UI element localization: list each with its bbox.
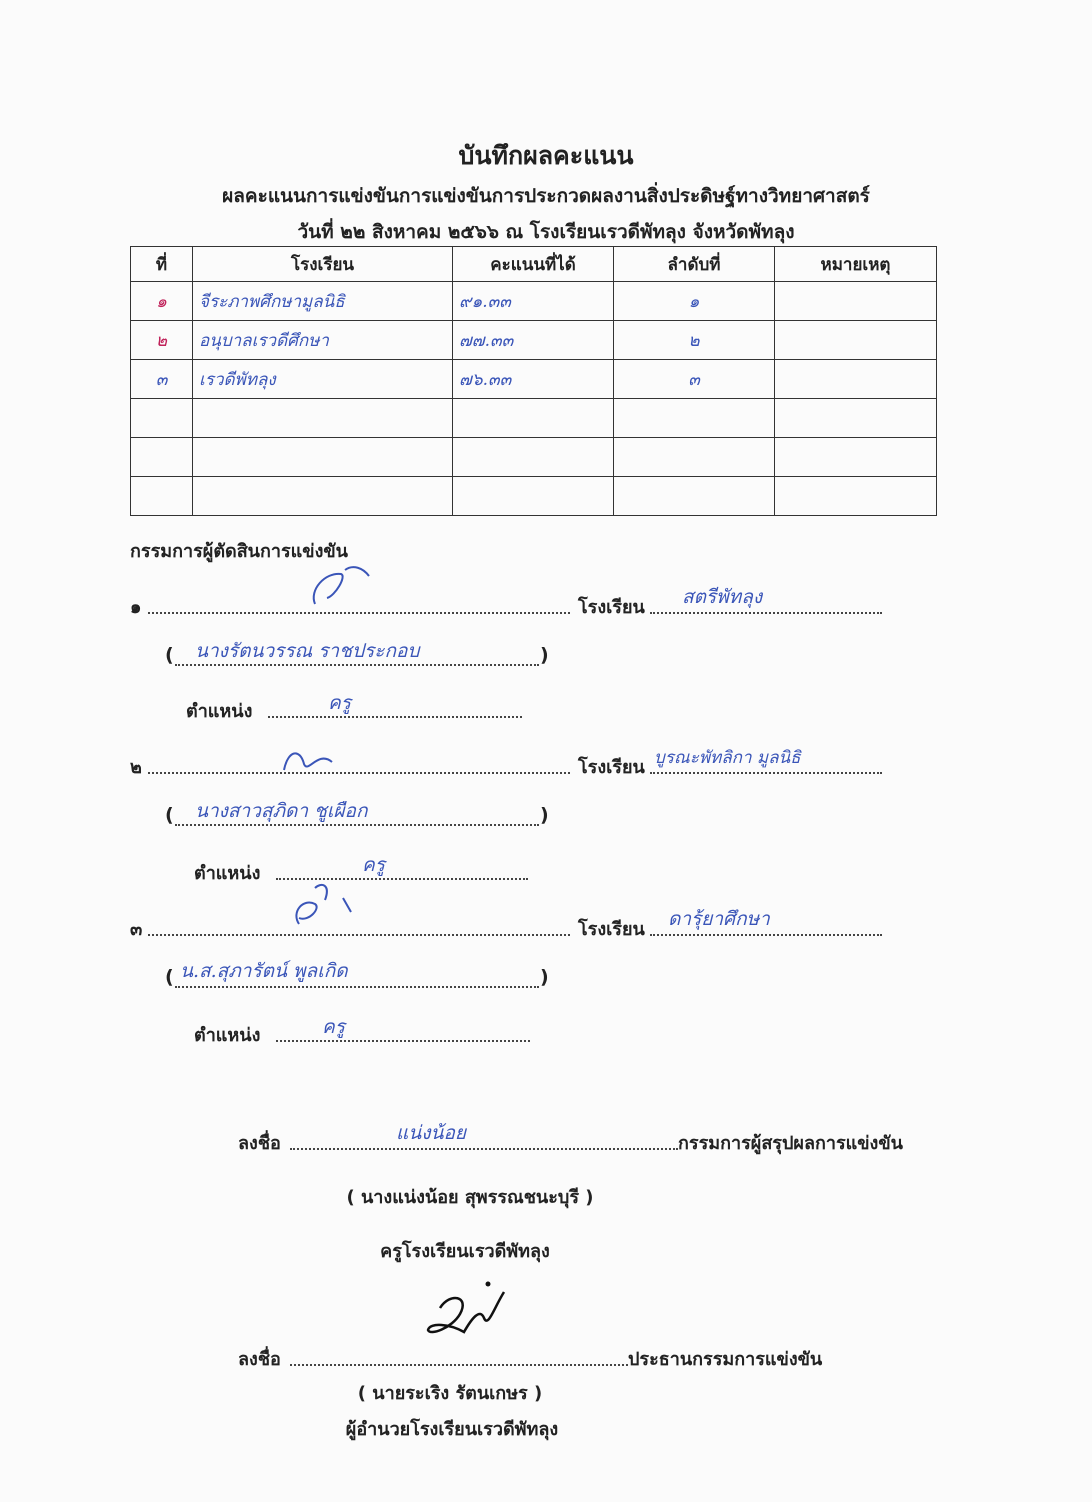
member-2-position-label: ตำแหน่ง	[194, 863, 261, 884]
member-1-school-line	[650, 612, 882, 614]
member-3-position-label: ตำแหน่ง	[194, 1025, 261, 1046]
header-no: ที่	[131, 247, 193, 282]
row-no: ๓	[131, 360, 193, 399]
row-score: ๙๑.๓๓	[453, 282, 614, 321]
member-3-name-line	[175, 986, 539, 988]
summary-role: กรรมการผู้สรุปผลการแข่งขัน	[678, 1133, 903, 1154]
chair-name: ( นายระเริง รัตนเกษร )	[357, 1383, 543, 1404]
member-1-number: ๑	[130, 597, 142, 618]
row-score: ๗๖.๓๓	[453, 360, 614, 399]
table-row-empty	[131, 438, 937, 477]
member-1-signature-line	[148, 612, 570, 614]
member-2-number: ๒	[130, 757, 142, 778]
header-school: โรงเรียน	[193, 247, 453, 282]
row-rank: ๒	[614, 321, 775, 360]
member-1-signature	[305, 560, 375, 610]
score-table	[130, 246, 937, 516]
member-2-school-line	[650, 772, 882, 774]
row-no: ๒	[131, 321, 193, 360]
table-header-row	[131, 247, 937, 282]
member-1-school-label: โรงเรียน	[578, 597, 645, 618]
member-3-position-line	[276, 1040, 530, 1042]
summary-signature: แน่งน้อย	[396, 1122, 467, 1144]
chair-signature	[420, 1278, 510, 1348]
summary-title: ครูโรงเรียนเรวดีพัทลุง	[380, 1241, 550, 1262]
member-3-school-label: โรงเรียน	[578, 919, 645, 940]
member-3-signature	[285, 878, 365, 930]
member-3-school: ดารุ้ยาศึกษา	[668, 908, 770, 930]
table-row-empty	[131, 477, 937, 516]
committee-heading: กรรมการผู้ตัดสินการแข่งขัน	[130, 541, 348, 562]
summary-name: ( นางแน่งน้อย สุพรรณชนะบุรี )	[346, 1187, 594, 1208]
row-school: จีระภาพศึกษามูลนิธิ	[193, 282, 453, 321]
date-line: วันที่ ๒๒ สิงหาคม ๒๕๖๖ ณ โรงเรียนเรวดีพัทลุง จังหวัดพัทลุง	[297, 221, 795, 243]
row-school: อนุบาลเรวดีศึกษา	[193, 321, 453, 360]
member-1-position-line	[268, 716, 522, 718]
member-1-name: นางรัตนวรรณ ราชประกอบ	[195, 640, 420, 662]
header-rank: ลำดับที่	[614, 247, 775, 282]
member-1-school: สตรีพัทลุง	[682, 586, 763, 608]
member-2-name: นางสาวสุภิดา ชูเผือก	[195, 800, 368, 822]
member-3-number: ๓	[130, 919, 143, 940]
table-row	[131, 282, 937, 321]
member-3-signature-line	[148, 934, 570, 936]
member-1-position-label: ตำแหน่ง	[186, 701, 253, 722]
row-rank: ๓	[614, 360, 775, 399]
row-note	[775, 321, 937, 360]
member-3-position: ครู	[322, 1016, 345, 1038]
member-1-position: ครู	[328, 692, 351, 714]
member-2-signature-line	[148, 772, 570, 774]
document-title: บันทึกผลคะแนน	[458, 141, 634, 170]
table-row	[131, 321, 937, 360]
table-row-empty	[131, 399, 937, 438]
chair-signature-line	[290, 1364, 628, 1366]
member-2-signature	[278, 740, 338, 776]
summary-signature-line	[290, 1148, 678, 1150]
row-note	[775, 282, 937, 321]
row-school: เรวดีพัทลุง	[193, 360, 453, 399]
member-3-school-line	[650, 934, 882, 936]
header-note: หมายเหตุ	[775, 247, 937, 282]
member-2-school-label: โรงเรียน	[578, 757, 645, 778]
header-score: คะแนนที่ได้	[453, 247, 614, 282]
summary-sign-label: ลงชื่อ	[238, 1133, 281, 1154]
chair-role: ประธานกรรมการแข่งขัน	[628, 1349, 823, 1370]
row-rank: ๑	[614, 282, 775, 321]
member-2-school: บูรณะพัทลิกา มูลนิธิ	[654, 748, 801, 768]
member-2-position: ครู	[362, 854, 385, 876]
row-no: ๑	[131, 282, 193, 321]
document-subtitle: ผลคะแนนการแข่งขันการแข่งขันการประกวดผลงานสิ่งประดิษฐ์ทางวิทยาศาสตร์	[222, 185, 870, 207]
chair-title: ผู้อำนวยโรงเรียนเรวดีพัทลุง	[345, 1419, 559, 1440]
row-note	[775, 360, 937, 399]
chair-sign-label: ลงชื่อ	[238, 1349, 281, 1370]
row-score: ๗๗.๓๓	[453, 321, 614, 360]
member-3-name: น.ส.สุภารัตน์ พูลเกิด	[180, 960, 348, 982]
table-row	[131, 360, 937, 399]
